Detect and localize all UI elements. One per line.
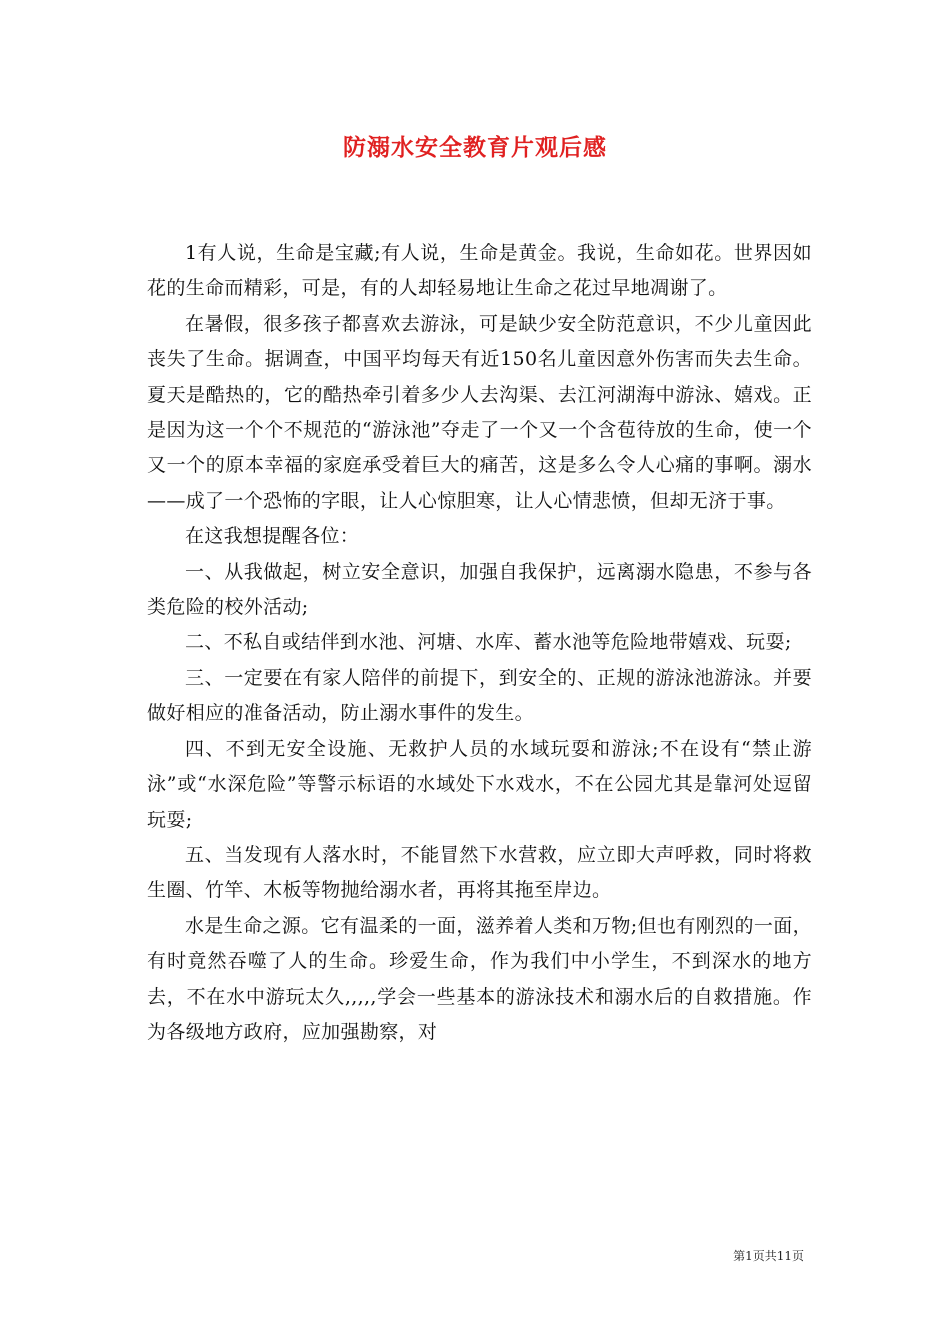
paragraph-point-4: 四、不到无安全设施、无救护人员的水域玩耍和游泳;不在设有“禁止游泳”或“水深危险”等警示标语的水域处下水戏水，不在公园尤其是靠河处逗留玩耍; <box>147 737 812 831</box>
document-body <box>147 236 812 1050</box>
paragraph-conclusion: 水是生命之源。它有温柔的一面，滋养着人类和万物;但也有刚烈的一面，有时竟然吞噬了人的生命。珍爱生命，作为我们中小学生，不到深水的地方去，不在水中游玩太久,,,,,学会一些基本的游泳技术和溺水后的自救措施。作为各级地方政府，应加强勘察，对 <box>147 914 812 1043</box>
document-title: 防溺水安全教育片观后感 <box>343 134 607 161</box>
paragraph-point-1: 一、从我做起，树立安全意识，加强自我保护，远离溺水隐患，不参与各类危险的校外活动; <box>147 560 812 619</box>
page-number: 第1页共11页 <box>733 1249 804 1263</box>
paragraph-point-5: 五、当发现有人落水时，不能冒然下水营救，应立即大声呼救，同时将救生圈、竹竿、木板等物抛给溺水者，再将其拖至岸边。 <box>147 843 812 902</box>
paragraph-intro: 1有人说，生命是宝藏;有人说，生命是黄金。我说，生命如花。世界因如花的生命而精彩，可是，有的人却轻易地让生命之花过早地凋谢了。 <box>147 242 812 300</box>
paragraph-summer: 在暑假，很多孩子都喜欢去游泳，可是缺少安全防范意识，不少儿童因此丧失了生命。据调查，中国平均每天有近150名儿童因意外伤害而失去生命。夏天是酷热的，它的酷热牵引着多少人去沟渠、去江河湖海中游泳、嬉戏。正是因为这一个个不规范的“游泳池”夺走了一个又一个含苞待放的生命，使一个又一个的原本幸福的家庭承受着巨大的痛苦，这是多么令人心痛的事啊。溺水——成了一个恐怖的字眼，让人心惊胆寒，让人心情悲愤，但却无济于事。 <box>147 312 812 512</box>
paragraph-point-2: 二、不私自或结伴到水池、河塘、水库、蓄水池等危险地带嬉戏、玩耍; <box>185 631 792 654</box>
paragraph-point-3: 三、一定要在有家人陪伴的前提下，到安全的、正规的游泳池游泳。并要做好相应的准备活动，防止溺水事件的发生。 <box>147 666 812 725</box>
paragraph-reminder: 在这我想提醒各位： <box>185 525 360 548</box>
